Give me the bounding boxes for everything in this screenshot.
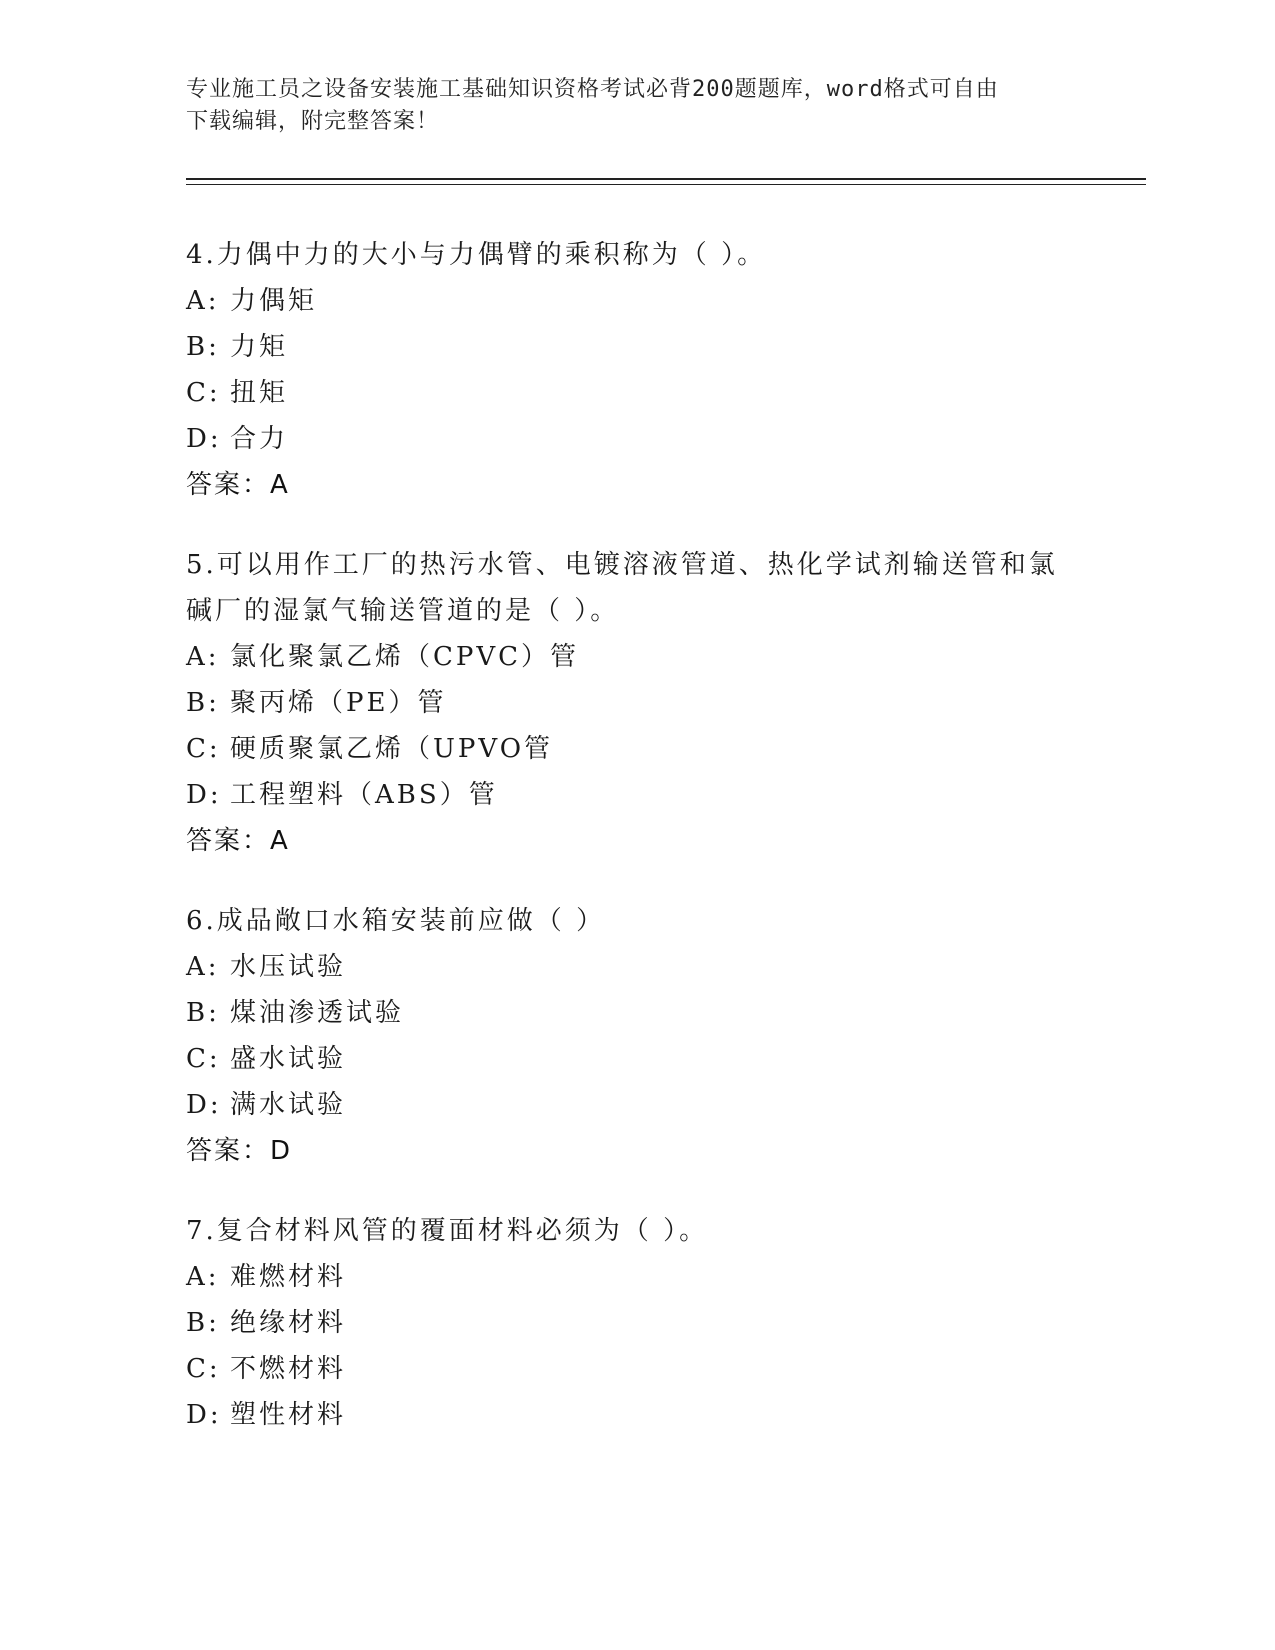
question-4 bbox=[186, 232, 1086, 508]
option-text: 盛水试验 bbox=[230, 1044, 347, 1074]
option-text: 氯化聚氯乙烯（CPVC）管 bbox=[230, 642, 580, 672]
option-letter: C: bbox=[186, 1354, 221, 1384]
option-letter: D: bbox=[186, 424, 222, 454]
option-letter: B: bbox=[186, 688, 220, 718]
option-text: 硬质聚氯乙烯（UPVO管 bbox=[230, 734, 554, 764]
option-text: 合力 bbox=[230, 424, 289, 454]
header-divider-thin bbox=[186, 184, 1146, 185]
header-divider-thick bbox=[186, 178, 1146, 180]
option-text: 不燃材料 bbox=[230, 1354, 347, 1384]
option-text: 水压试验 bbox=[230, 952, 347, 982]
question-6 bbox=[186, 898, 1086, 1174]
question-7 bbox=[186, 1208, 1086, 1438]
option-text: 力矩 bbox=[230, 332, 289, 362]
document-header bbox=[186, 74, 1066, 138]
option-letter: B: bbox=[186, 998, 220, 1028]
option-b bbox=[186, 990, 1086, 1036]
option-text: 塑性材料 bbox=[230, 1400, 347, 1430]
option-text: 扭矩 bbox=[230, 378, 289, 408]
option-c bbox=[186, 726, 1086, 772]
answer-line: 答案：D bbox=[186, 1136, 293, 1166]
option-d bbox=[186, 1082, 1086, 1128]
answer-line: 答案：A bbox=[186, 470, 290, 500]
question-stem-line-1: 5.可以用作工厂的热污水管、电镀溶液管道、热化学试剂输送管和氯 bbox=[186, 550, 1058, 580]
option-a bbox=[186, 944, 1086, 990]
option-b bbox=[186, 680, 1086, 726]
option-d bbox=[186, 772, 1086, 818]
question-5 bbox=[186, 542, 1086, 864]
option-text: 聚丙烯（PE）管 bbox=[230, 688, 447, 718]
option-letter: A: bbox=[186, 286, 220, 316]
option-text: 满水试验 bbox=[230, 1090, 347, 1120]
question-stem-line-2: 碱厂的湿氯气输送管道的是（ ）。 bbox=[186, 596, 620, 626]
option-a bbox=[186, 278, 1086, 324]
option-text: 煤油渗透试验 bbox=[230, 998, 405, 1028]
option-d bbox=[186, 1392, 1086, 1438]
question-list bbox=[186, 232, 1086, 1472]
option-d bbox=[186, 416, 1086, 462]
option-letter: B: bbox=[186, 1308, 220, 1338]
answer-line: 答案：A bbox=[186, 826, 290, 856]
option-letter: C: bbox=[186, 734, 221, 764]
question-stem: 7.复合材料风管的覆面材料必须为（ ）。 bbox=[186, 1216, 709, 1246]
option-text: 绝缘材料 bbox=[230, 1308, 347, 1338]
option-b bbox=[186, 324, 1086, 370]
option-a bbox=[186, 1254, 1086, 1300]
option-letter: C: bbox=[186, 1044, 221, 1074]
option-c bbox=[186, 370, 1086, 416]
header-line-1: 专业施工员之设备安装施工基础知识资格考试必背200题题库，word格式可自由 bbox=[186, 77, 999, 102]
header-line-2: 下载编辑，附完整答案！ bbox=[186, 109, 440, 134]
option-letter: A: bbox=[186, 952, 220, 982]
option-letter: D: bbox=[186, 1400, 222, 1430]
option-text: 工程塑料（ABS）管 bbox=[230, 780, 498, 810]
option-text: 力偶矩 bbox=[230, 286, 318, 316]
option-letter: A: bbox=[186, 642, 220, 672]
option-text: 难燃材料 bbox=[230, 1262, 347, 1292]
option-letter: A: bbox=[186, 1262, 220, 1292]
option-a bbox=[186, 634, 1086, 680]
question-stem: 4.力偶中力的大小与力偶臂的乘积称为（ ）。 bbox=[186, 240, 767, 270]
option-letter: B: bbox=[186, 332, 220, 362]
option-letter: D: bbox=[186, 1090, 222, 1120]
option-c bbox=[186, 1346, 1086, 1392]
option-b bbox=[186, 1300, 1086, 1346]
option-c bbox=[186, 1036, 1086, 1082]
option-letter: C: bbox=[186, 378, 221, 408]
question-stem: 6.成品敞口水箱安装前应做（ ） bbox=[186, 906, 606, 936]
option-letter: D: bbox=[186, 780, 222, 810]
